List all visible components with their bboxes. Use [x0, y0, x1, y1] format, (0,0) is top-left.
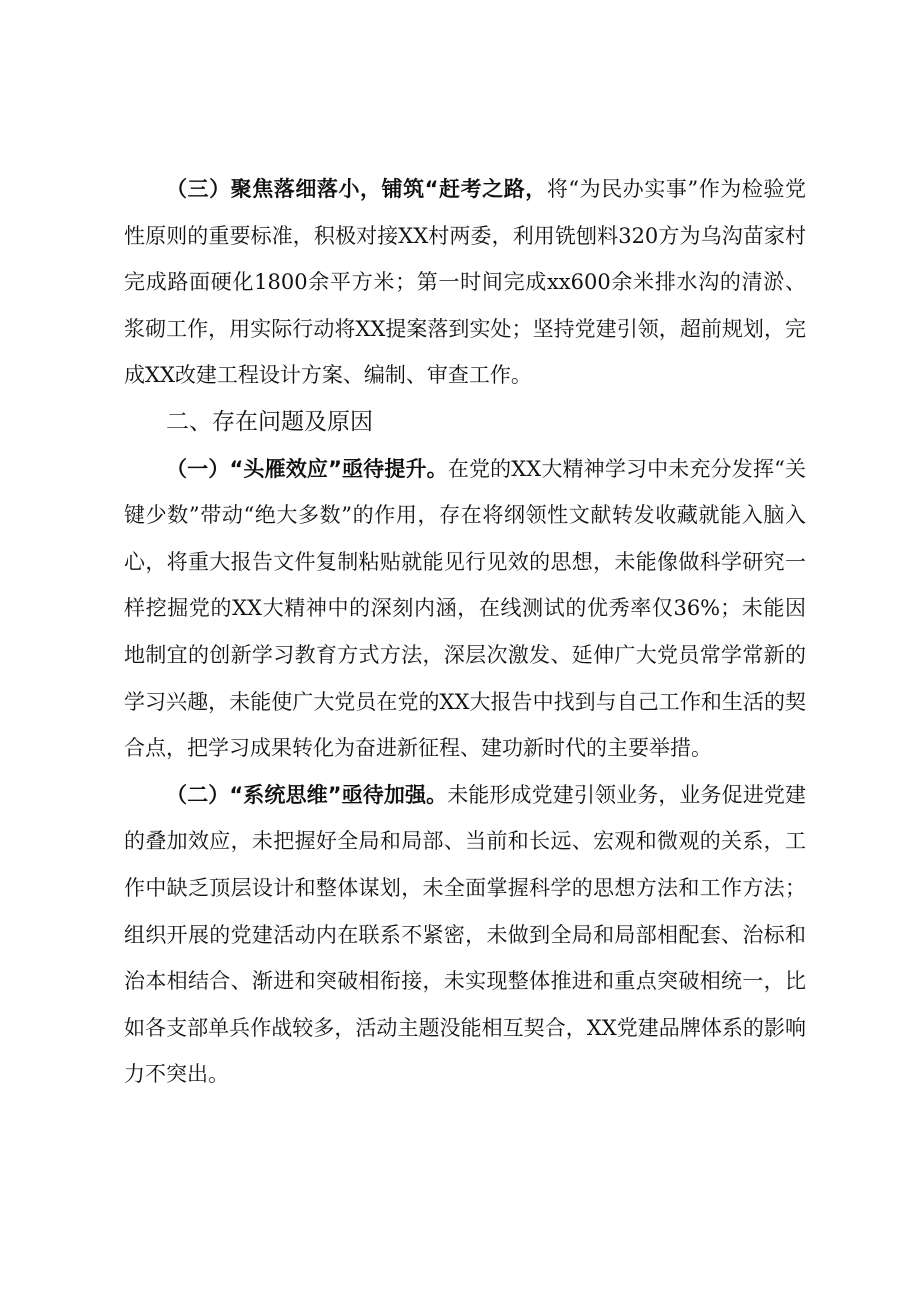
paragraph-lead-heading: （一）“头雁效应”亟待提升。	[166, 456, 448, 481]
paragraph-problem-two	[124, 772, 806, 1098]
paragraph-lead-heading: （三）聚焦落细落小，铺筑“赶考之路，	[166, 177, 547, 201]
paragraph-problem-one	[124, 446, 806, 772]
paragraph-lead-heading: （二）“系统思维”亟待加强。	[166, 782, 448, 807]
paragraph-text: 将“为民办实事”作为检验党性原则的重要标准，积极对接XX村两委，利用铣刨料320方为乌沟苗家村完成路面硬化1800余平方米；第一时间完成xx600余米排水沟的清淤、浆砌工作，用实际行动将XX提案落到实处；坚持党建引领，超前规划，完成XX改建工程设计方案、编制、审查工作。	[124, 177, 806, 388]
paragraph-text: 在党的XX大精神学习中未充分发挥“关键少数”带动“绝大多数”的作用，存在将纲领性文献转发收藏就能入脑入心，将重大报告文件复制粘贴就能见行见效的思想，未能像做科学研究一样挖掘党的XX大精神中的深刻内涵，在线测试的优秀率仅36%；未能因地制宜的创新学习教育方式方法，深层次激发、延伸广大党员常学常新的学习兴趣，未能使广大党员在党的XX大报告中找到与自己工作和生活的契合点，把学习成果转化为奋进新征程、建功新时代的主要举措。	[124, 456, 806, 761]
paragraph-section-three	[124, 166, 806, 399]
document-body	[124, 166, 806, 1098]
section-heading: 二、存在问题及原因	[166, 408, 373, 435]
paragraph-text: 未能形成党建引领业务，业务促进党建的叠加效应，未把握好全局和局部、当前和长远、宏观和微观的关系，工作中缺乏顶层设计和整体谋划，未全面掌握科学的思想方法和工作方法；组织开展的党建活动内在联系不紧密，未做到全局和局部相配套、治标和治本相结合、渐进和突破相衔接，未实现整体推进和重点突破相统一，比如各支部单兵作战较多，活动主题没能相互契合，XX党建品牌体系的影响力不突出。	[124, 782, 806, 1087]
